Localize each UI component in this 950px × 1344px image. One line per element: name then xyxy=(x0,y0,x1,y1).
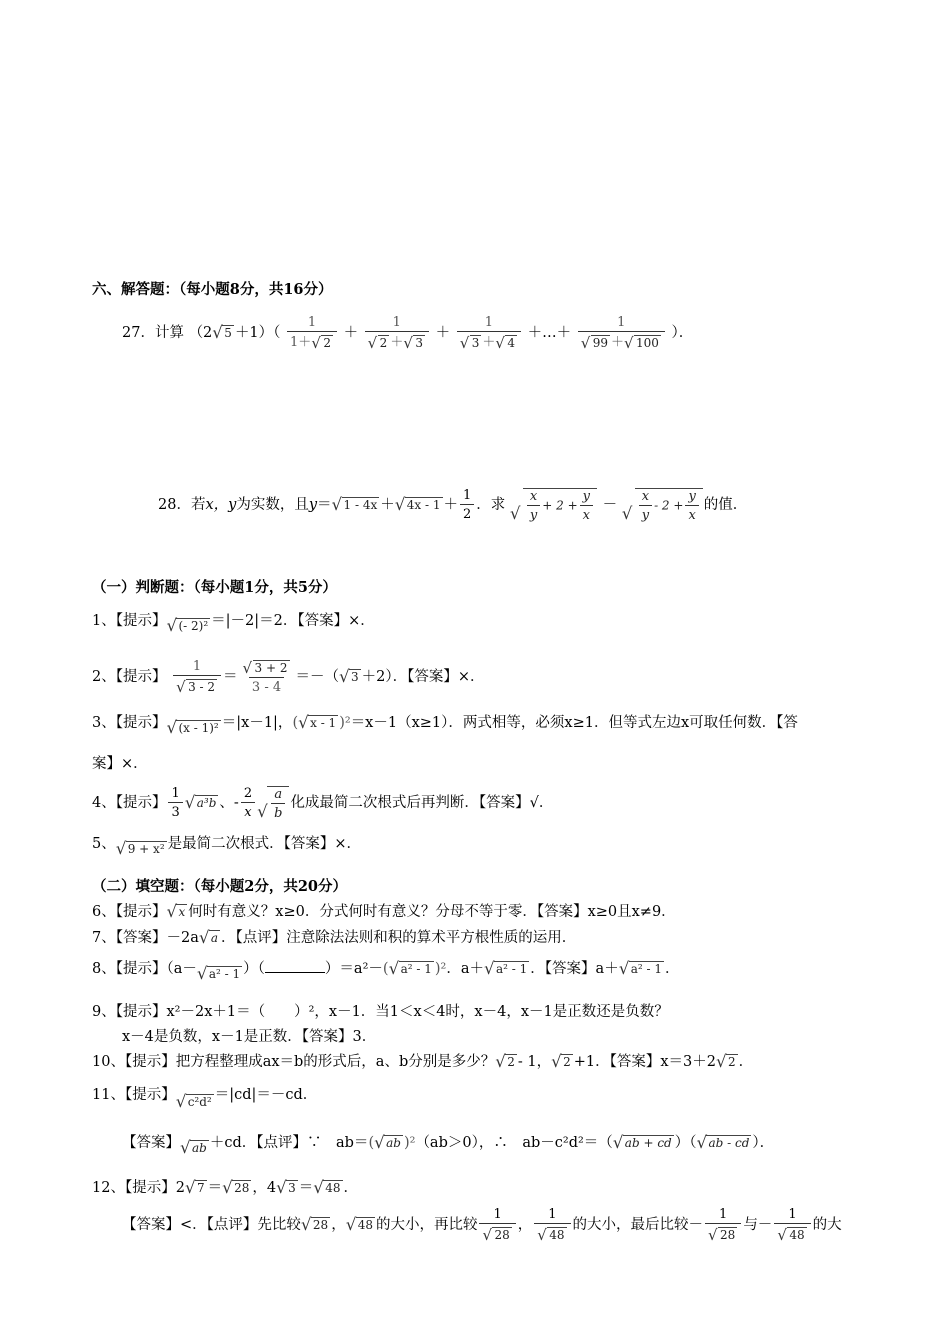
answer-12: 12、【提示】2√ 7 ＝√ 28 ，4√ 3 ＝√ 48 ． xyxy=(92,1180,358,1196)
answer-8: 8、【提示】（a－√ a² - 1 ）（ ）＝a²－(√ a² - 1 )²．a＋√ a² - 1 ．【答案】a＋√ a² - 1 ． xyxy=(92,956,680,982)
sqrt-expression-1: √ $\frac{x}{y}$ + 2 + $\frac{y}{x}$ xyxy=(511,488,597,522)
answer-11: 11、【提示】√ c²d² ＝|cd|＝－cd． xyxy=(92,1080,317,1110)
answer-2: 2、【提示】 1 √ 3 - 2 ＝ √ $\frac{3 + 2}{3 - 4}$ ＝－（√ 3 ＋2）．【答案】×． xyxy=(92,660,485,694)
answer-5: 5、√ 9 + x² 是最简二次根式．【答案】×． xyxy=(92,831,361,857)
q28-text: 为实数，且 xyxy=(236,497,309,513)
answer-9-cont: x－4是负数，x－1是正数．【答案】3． xyxy=(122,1029,377,1045)
answer-12-cont: 【答案】<．【点评】先比较√ 28 ，√ 48 的大小，再比较 1 √ 28 ， 1 √ 48 的大小，最后比较－ 1 √ 28 与－ 1 √ 48 的大 xyxy=(122,1208,842,1242)
q28-text: ．求 xyxy=(476,497,506,513)
sqrt: √ 1 - 4x xyxy=(333,497,380,513)
q28-eq: ＝ xyxy=(317,497,332,513)
answer-3: 3、【提示】√ (x - 1)² ＝|x－1|，(√ x - 1 )²＝x－1（x≥1）．两式相等，必须x≥1．但等式左边x可取任何数．【答 xyxy=(92,710,798,736)
plus: ＋ xyxy=(380,497,395,513)
q27-text: （2 xyxy=(188,325,213,341)
answer-6: 6、【提示】√ x 何时有意义？x≥0．分式何时有意义？分母不等于零．【答案】x≥0且x≠9． xyxy=(92,904,676,920)
q28-label: 28．若 xyxy=(158,497,206,513)
fill-blank xyxy=(265,960,325,973)
section-title-6: 六、解答题：（每小题8分，共16分） xyxy=(92,281,333,298)
q27-label: 27．计算 xyxy=(122,325,184,341)
sqrt-expression-2: √ $\frac{x}{y}$ - 2 + $\frac{y}{x}$ xyxy=(623,488,703,522)
q28-end: 的值． xyxy=(703,497,748,513)
sqrt: √ (- 2)² xyxy=(167,618,210,634)
answer-9: 9、【提示】x²－2x＋1＝（ ）²，x－1．当1＜x＜4时，x－4，x－1是正数还是负数？ xyxy=(92,1004,669,1020)
question-28: 28．若x，y为实数，且y＝√ 1 - 4x ＋√ 4x - 1 ＋ $\frac{1}{2}$ ．求 √ $\frac{x}{y}$ + 2 + $\frac{y}{x}$ － √ $\frac{x}{y}$ - 2 + $\frac{y}{x}$ 的值． xyxy=(158,488,747,522)
ellipsis-sum: ＋…＋ xyxy=(527,325,572,341)
fraction: 1 √ 99 ＋√ 100 xyxy=(578,316,665,350)
fraction: $\frac{1}{1+√ 2}$ xyxy=(287,316,337,350)
answer-4: 4、【提示】 $\frac{1}{3}$ √ a³b 、- $\frac{2}{x}$ √ $\frac{a}{b}$ 化成最简二次根式后再判断．【答案】√． xyxy=(92,786,553,820)
fraction: √ $\frac{3 + 2}{3 - 4}$ xyxy=(240,660,294,694)
answer-7: 7、【答案】－2a√ a ．【点评】注意除法法则和积的算术平方根性质的运用． xyxy=(92,930,576,946)
q27-end: ）． xyxy=(671,325,694,341)
minus: － xyxy=(602,497,618,513)
sqrt-5: √ 5 xyxy=(213,325,234,341)
q28-y: y xyxy=(308,497,318,513)
fraction: 1 √ 3 ＋√ 4 xyxy=(457,316,521,350)
answer-3-cont: 案】×． xyxy=(92,756,148,772)
plus: ＋ xyxy=(343,325,359,341)
fraction: 1 √ 2 ＋√ 3 xyxy=(365,316,429,350)
fraction: 1 √ 3 - 2 xyxy=(173,660,221,694)
part-2-title: （二）填空题：（每小题2分，共20分） xyxy=(92,878,348,895)
fraction-half: $\frac{1}{2}$ xyxy=(460,489,474,521)
sqrt: √ 4x - 1 xyxy=(396,497,443,513)
answer-1: 1、【提示】√ (- 2)² ＝|－2|＝2．【答案】×． xyxy=(92,608,375,634)
answer-11-cont: 【答案】√ ab ＋cd．【点评】∵ ab＝(√ ab )²（ab＞0），∴ ab－c²d²＝（√ ab + cd ）（√ ab - cd ）． xyxy=(122,1130,774,1156)
q28-vars: x，y xyxy=(205,497,237,513)
part-1-title: （一）判断题：（每小题1分，共5分） xyxy=(92,579,337,596)
answer-10: 10、【提示】把方程整理成ax＝b的形式后，a、b分别是多少？√ 2 - 1，√ 2 +1．【答案】x＝3＋2√ 2 ． xyxy=(92,1054,753,1070)
question-27 xyxy=(122,316,693,350)
plus: ＋ xyxy=(435,325,451,341)
q27-text: ＋1）（ xyxy=(234,325,281,341)
